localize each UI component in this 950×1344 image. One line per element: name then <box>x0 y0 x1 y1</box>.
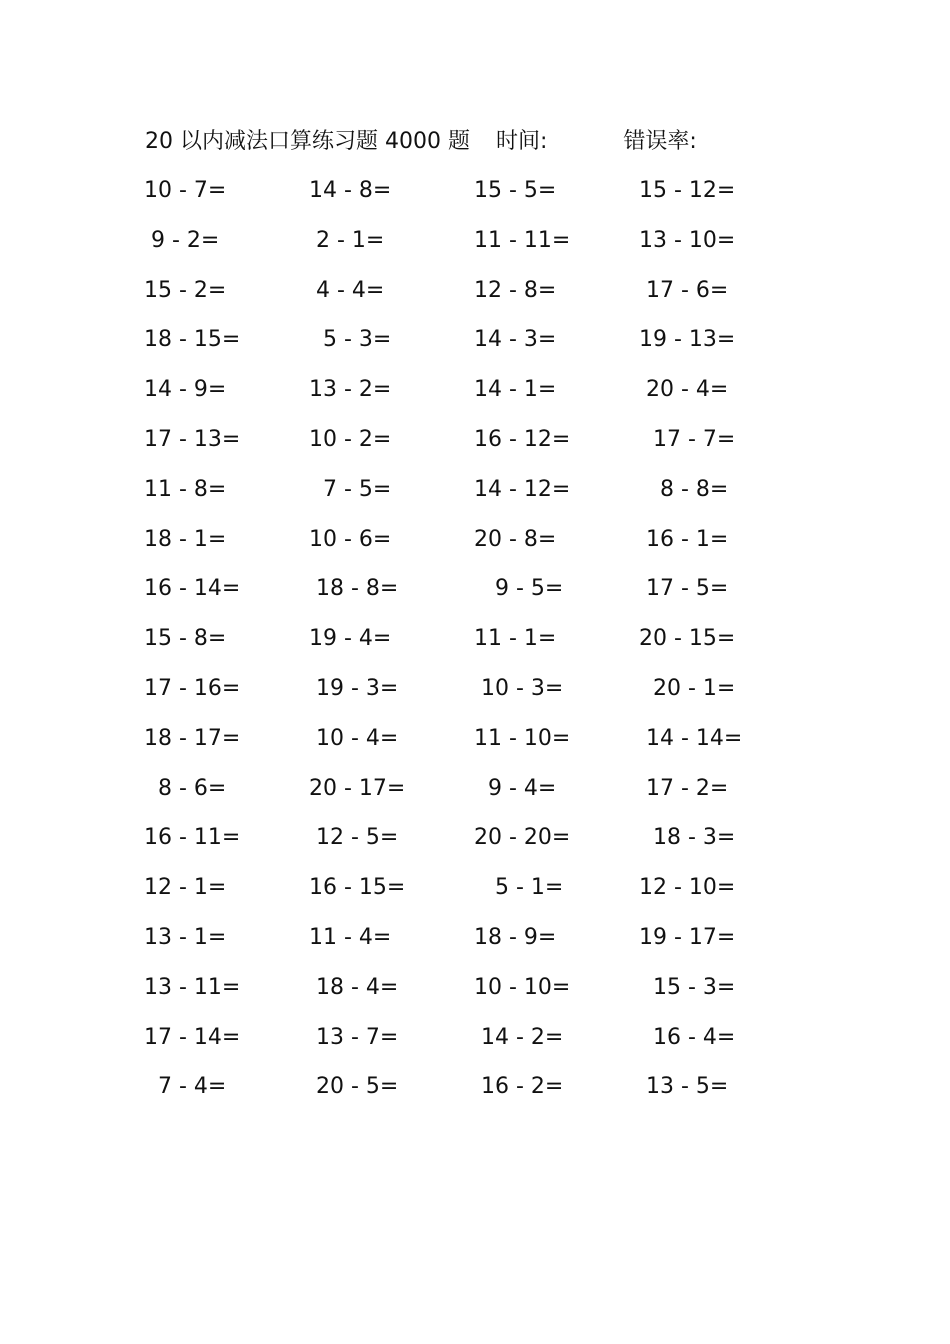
subtraction-problem: 17 - 16= <box>144 675 241 701</box>
subtraction-problem: 12 - 1= <box>144 875 227 901</box>
subtraction-problem: 20 - 4= <box>639 377 729 403</box>
subtraction-problem: 8 - 8= <box>639 476 729 502</box>
subtraction-problem: 11 - 4= <box>309 924 392 950</box>
subtraction-problem: 10 - 3= <box>474 675 564 701</box>
subtraction-problem: 18 - 3= <box>639 825 736 851</box>
subtraction-problem: 14 - 12= <box>474 476 571 502</box>
subtraction-problem: 14 - 9= <box>144 377 227 403</box>
subtraction-problem: 17 - 7= <box>639 426 736 452</box>
subtraction-problem: 11 - 8= <box>144 476 227 502</box>
subtraction-problem: 10 - 10= <box>474 974 571 1000</box>
subtraction-problem: 10 - 7= <box>144 178 227 203</box>
worksheet-header <box>145 124 697 160</box>
subtraction-problem: 14 - 1= <box>474 377 557 403</box>
subtraction-problem: 15 - 12= <box>639 178 736 203</box>
subtraction-problem: 18 - 4= <box>309 974 399 1000</box>
subtraction-problem: 16 - 11= <box>144 825 241 851</box>
subtraction-problem: 8 - 6= <box>144 775 227 801</box>
subtraction-problem: 17 - 5= <box>639 576 729 602</box>
subtraction-problem: 20 - 17= <box>309 775 406 801</box>
subtraction-problem: 15 - 5= <box>474 178 557 203</box>
subtraction-problem: 20 - 5= <box>309 1074 399 1100</box>
subtraction-problem: 16 - 12= <box>474 426 571 452</box>
subtraction-problem: 10 - 4= <box>309 725 399 751</box>
subtraction-problem: 19 - 13= <box>639 327 736 353</box>
subtraction-problem: 17 - 6= <box>639 277 729 303</box>
subtraction-problem: 20 - 15= <box>639 626 736 652</box>
subtraction-problem: 11 - 11= <box>474 227 571 253</box>
subtraction-problem: 12 - 10= <box>639 875 736 901</box>
subtraction-problem: 13 - 10= <box>639 227 736 253</box>
subtraction-problem: 11 - 1= <box>474 626 557 652</box>
subtraction-problem: 17 - 13= <box>144 426 241 452</box>
subtraction-problem: 15 - 3= <box>639 974 736 1000</box>
subtraction-problem: 18 - 9= <box>474 924 557 950</box>
subtraction-problem: 13 - 7= <box>309 1024 399 1050</box>
subtraction-problem: 10 - 6= <box>309 526 392 552</box>
subtraction-problem: 2 - 1= <box>309 227 385 253</box>
subtraction-problem: 13 - 2= <box>309 377 392 403</box>
subtraction-problem: 5 - 1= <box>474 875 564 901</box>
subtraction-problem: 16 - 15= <box>309 875 406 901</box>
subtraction-problem: 11 - 10= <box>474 725 571 751</box>
subtraction-problem: 13 - 1= <box>144 924 227 950</box>
subtraction-problem: 19 - 4= <box>309 626 392 652</box>
subtraction-problem: 13 - 11= <box>144 974 241 1000</box>
problem-grid <box>140 172 800 1118</box>
subtraction-problem: 4 - 4= <box>309 277 385 303</box>
subtraction-problem: 16 - 14= <box>144 576 241 602</box>
subtraction-problem: 16 - 2= <box>474 1074 564 1100</box>
subtraction-problem: 19 - 3= <box>309 675 399 701</box>
subtraction-problem: 19 - 17= <box>639 924 736 950</box>
subtraction-problem: 16 - 1= <box>639 526 729 552</box>
subtraction-problem: 14 - 8= <box>309 178 392 203</box>
subtraction-problem: 15 - 2= <box>144 277 227 303</box>
subtraction-problem: 13 - 5= <box>639 1074 729 1100</box>
subtraction-problem: 14 - 2= <box>474 1024 564 1050</box>
subtraction-problem: 9 - 5= <box>474 576 564 602</box>
subtraction-problem: 17 - 2= <box>639 775 729 801</box>
subtraction-problem: 7 - 5= <box>309 476 392 502</box>
subtraction-problem: 5 - 3= <box>309 327 392 353</box>
subtraction-problem: 12 - 8= <box>474 277 557 303</box>
subtraction-problem: 9 - 2= <box>144 227 220 253</box>
subtraction-problem: 9 - 4= <box>474 775 557 801</box>
worksheet-title: 20 以内减法口算练习题 4000 题 <box>145 129 470 154</box>
error-rate-label: 错误率: <box>623 129 697 154</box>
subtraction-problem: 7 - 4= <box>144 1074 227 1100</box>
subtraction-problem: 20 - 1= <box>639 675 736 701</box>
subtraction-problem: 18 - 8= <box>309 576 399 602</box>
subtraction-problem: 14 - 3= <box>474 327 557 353</box>
subtraction-problem: 12 - 5= <box>309 825 399 851</box>
subtraction-problem: 14 - 14= <box>639 725 743 751</box>
subtraction-problem: 20 - 20= <box>474 825 571 851</box>
subtraction-problem: 17 - 14= <box>144 1024 241 1050</box>
subtraction-problem: 20 - 8= <box>474 526 557 552</box>
time-label: 时间: <box>495 129 548 154</box>
subtraction-problem: 16 - 4= <box>639 1024 736 1050</box>
subtraction-problem: 18 - 17= <box>144 725 241 751</box>
subtraction-problem: 18 - 1= <box>144 526 227 552</box>
subtraction-problem: 10 - 2= <box>309 426 392 452</box>
subtraction-problem: 15 - 8= <box>144 626 227 652</box>
subtraction-problem: 18 - 15= <box>144 327 241 353</box>
